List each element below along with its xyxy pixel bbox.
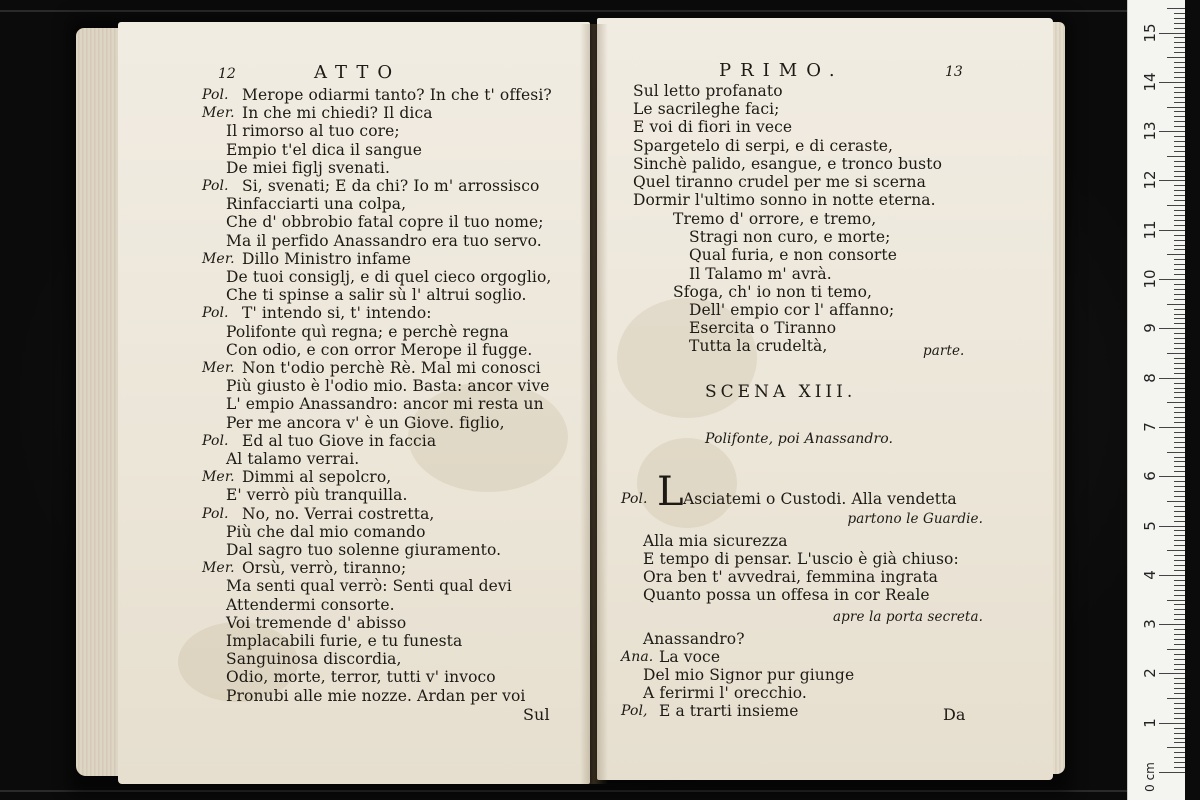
- aria-line: Qual furia, e non consorte: [689, 246, 898, 265]
- verse-line: Quel tiranno crudel per me si scerna: [633, 173, 926, 191]
- ruler-tick: [1174, 97, 1185, 98]
- ruler-number: 12: [1141, 170, 1159, 190]
- speaker-label: Mer.: [202, 560, 235, 577]
- running-head-right: PRIMO.: [719, 60, 844, 81]
- scene-characters: Polifonte, poi Anassandro.: [705, 431, 894, 447]
- verse-line: Polifonte quì regna; e perchè regna: [226, 322, 509, 341]
- ruler-tick: [1174, 176, 1185, 177]
- verse-line: E a trarti insieme: [659, 702, 799, 720]
- ruler-tick: [1159, 575, 1185, 576]
- ruler-tick: [1159, 526, 1185, 527]
- ruler-tick: [1167, 747, 1185, 748]
- ruler-tick: [1159, 180, 1185, 181]
- verse-line: Al talamo verrai.: [226, 450, 360, 468]
- ruler-tick: [1174, 432, 1185, 433]
- verse-line: Che ti spinse a salir sù l' altrui soglio.: [226, 286, 527, 305]
- aria-line: Stragi non curo, e morte;: [689, 228, 891, 247]
- ruler-tick: [1174, 540, 1185, 541]
- ruler-tick: [1159, 131, 1185, 132]
- ruler-tick: [1174, 23, 1185, 24]
- ruler-number: 5: [1141, 520, 1159, 531]
- speaker-label: Pol.: [202, 305, 229, 322]
- ruler-tick: [1174, 590, 1185, 591]
- ruler-tick: [1174, 516, 1185, 517]
- ruler-tick: [1174, 555, 1185, 556]
- verse-line: Anassandro?: [643, 630, 745, 648]
- verse-line: Dormir l'ultimo sonno in notte eterna.: [633, 191, 936, 210]
- ruler-tick: [1174, 171, 1185, 172]
- ruler-tick: [1167, 254, 1185, 255]
- ruler-tick: [1174, 294, 1185, 295]
- ruler-unit-label: 0 cm: [1143, 762, 1157, 792]
- ruler-tick: [1174, 373, 1185, 374]
- verse-line: Sanguinosa discordia,: [226, 650, 402, 669]
- ruler-tick: [1174, 392, 1185, 393]
- aria-line: Sfoga, ch' io non ti temo,: [673, 282, 873, 301]
- ruler-tick: [1174, 274, 1185, 275]
- ruler-tick: [1174, 457, 1185, 458]
- verse-line: Più giusto è l'odio mio. Basta: ancor vive: [226, 377, 550, 396]
- verse-line: Quanto possa un offesa in cor Reale: [643, 586, 930, 604]
- ruler-tick: [1174, 491, 1185, 492]
- speaker-label: Pol.: [202, 505, 229, 522]
- verse-line: L' empio Anassandro: ancor mi resta un: [226, 395, 544, 414]
- ruler-tick: [1159, 230, 1185, 231]
- page-number-right: 13: [945, 64, 963, 80]
- ruler-tick: [1174, 269, 1185, 270]
- ruler-number: 10: [1141, 269, 1159, 289]
- ruler-tick: [1174, 220, 1185, 221]
- ruler-tick: [1174, 185, 1185, 186]
- verse-line: Merope odiarmi tanto? In che t' offesi?: [242, 86, 552, 104]
- ruler-tick: [1174, 363, 1185, 364]
- verse-line: E' verrò più tranquilla.: [226, 486, 408, 505]
- verse-line: Odio, morte, terror, tutti v' invoco: [226, 668, 496, 687]
- verse-line: Ma senti qual verrò: Senti qual devi: [226, 577, 512, 596]
- verse-line: T' intendo si, t' intendo:: [242, 304, 432, 323]
- measurement-ruler: [1127, 0, 1185, 800]
- ruler-tick: [1174, 437, 1185, 438]
- ruler-tick: [1159, 624, 1185, 625]
- verse-line: Dillo Ministro infame: [242, 249, 412, 268]
- ruler-tick: [1174, 521, 1185, 522]
- ruler-tick: [1174, 190, 1185, 191]
- speaker-label: Mer.: [202, 469, 235, 486]
- ruler-tick: [1174, 240, 1185, 241]
- ruler-tick: [1174, 77, 1185, 78]
- ruler-tick: [1167, 304, 1185, 305]
- ruler-tick: [1174, 87, 1185, 88]
- aria-line: Dell' empio cor l' affanno;: [689, 301, 895, 319]
- ruler-tick: [1174, 669, 1185, 670]
- ruler-tick: [1174, 580, 1185, 581]
- speaker-label: Mer.: [202, 105, 235, 122]
- ruler-tick: [1167, 649, 1185, 650]
- ruler-tick: [1167, 205, 1185, 206]
- ruler-tick: [1174, 496, 1185, 497]
- ruler-tick: [1174, 136, 1185, 137]
- foxing-stain: [637, 438, 737, 528]
- verse-line: Voi tremende d' abisso: [226, 613, 407, 632]
- ruler-tick: [1159, 723, 1185, 724]
- verse-line: Che d' obbrobio fatal copre il tuo nome;: [226, 213, 544, 232]
- speaker-label: Pol.: [621, 491, 648, 507]
- ruler-tick: [1174, 215, 1185, 216]
- verse-line: Sul letto profanato: [633, 82, 783, 100]
- verse-line: Rinfacciarti una colpa,: [226, 195, 407, 214]
- ruler-tick: [1174, 639, 1185, 640]
- ruler-tick: [1167, 452, 1185, 453]
- ruler-tick: [1174, 644, 1185, 645]
- ruler-tick: [1174, 693, 1185, 694]
- left-page-edges: [76, 28, 124, 776]
- ruler-number: 3: [1141, 619, 1159, 629]
- ruler-tick: [1174, 570, 1185, 571]
- ruler-tick: [1174, 368, 1185, 369]
- ruler-tick: [1174, 733, 1185, 734]
- ruler-tick: [1174, 259, 1185, 260]
- ruler-tick: [1174, 195, 1185, 196]
- ruler-tick: [1174, 338, 1185, 339]
- background-frame-line-top: [0, 10, 1127, 12]
- ruler-tick: [1174, 762, 1185, 763]
- verse-line: A ferirmi l' orecchio.: [643, 684, 807, 702]
- ruler-tick: [1174, 314, 1185, 315]
- ruler-tick: [1174, 333, 1185, 334]
- ruler-number: 4: [1141, 570, 1159, 580]
- ruler-tick: [1174, 530, 1185, 531]
- verse-line: De miei figlj svenati.: [226, 158, 390, 177]
- verse-line: No, no. Verrai costretta,: [242, 504, 435, 523]
- aria-line: Il Talamo m' avrà.: [689, 264, 832, 283]
- scene-heading: SCENA XIII.: [705, 382, 857, 402]
- ruler-tick: [1174, 166, 1185, 167]
- verse-line: Le sacrileghe faci;: [633, 100, 780, 119]
- running-head-left: ATTO: [314, 62, 402, 83]
- ruler-tick: [1174, 471, 1185, 472]
- ruler-tick: [1167, 353, 1185, 354]
- ruler-tick: [1167, 698, 1185, 699]
- verse-line: Con odio, e con orror Merope il fugge.: [226, 340, 533, 359]
- ruler-tick: [1174, 289, 1185, 290]
- ruler-number: 2: [1141, 668, 1159, 679]
- ruler-tick: [1174, 383, 1185, 384]
- ruler-tick: [1174, 565, 1185, 566]
- ruler-tick: [1174, 654, 1185, 655]
- ruler-tick: [1174, 535, 1185, 536]
- ruler-tick: [1159, 378, 1185, 379]
- verse-line: Empio t'el dica il sangue: [226, 140, 423, 159]
- ruler-tick: [1167, 402, 1185, 403]
- ruler-tick: [1174, 161, 1185, 162]
- verse-line: Dimmi al sepolcro,: [242, 468, 392, 487]
- verse-line: Del mio Signor pur giunge: [643, 666, 855, 684]
- stage-direction: apre la porta secreta.: [833, 609, 983, 625]
- ruler-number: 14: [1141, 72, 1159, 92]
- stage-direction: partono le Guardie.: [847, 511, 983, 527]
- ruler-tick: [1159, 427, 1185, 428]
- ruler-tick: [1167, 57, 1185, 58]
- ruler-number: 6: [1141, 471, 1159, 481]
- ruler-tick: [1174, 752, 1185, 753]
- ruler-tick: [1174, 447, 1185, 448]
- ruler-tick: [1174, 486, 1185, 487]
- ruler-tick: [1167, 156, 1185, 157]
- verse-line: Il rimorso al tuo core;: [226, 122, 400, 141]
- aria-line: Tremo d' orrore, e tremo,: [673, 210, 877, 228]
- ruler-tick: [1174, 728, 1185, 729]
- ruler-number: 1: [1141, 717, 1159, 728]
- ruler-tick: [1159, 279, 1185, 280]
- verse-line: Orsù, verrò, tiranno;: [242, 559, 407, 578]
- ruler-tick: [1174, 388, 1185, 389]
- ruler-tick: [1174, 511, 1185, 512]
- ruler-tick: [1174, 141, 1185, 142]
- ruler-tick: [1174, 767, 1185, 768]
- ruler-tick: [1174, 323, 1185, 324]
- ruler-tick: [1174, 13, 1185, 14]
- ruler-tick: [1174, 678, 1185, 679]
- ruler-tick: [1174, 151, 1185, 152]
- ruler-tick: [1174, 116, 1185, 117]
- ruler-number: 8: [1141, 372, 1159, 383]
- ruler-tick: [1174, 111, 1185, 112]
- ruler-tick: [1174, 417, 1185, 418]
- ruler-tick: [1174, 688, 1185, 689]
- ruler-tick: [1174, 742, 1185, 743]
- ruler-tick: [1174, 506, 1185, 507]
- ruler-tick: [1167, 501, 1185, 502]
- ruler-tick: [1174, 47, 1185, 48]
- verse-line: De tuoi consiglj, e di quel cieco orgoglio,: [226, 268, 552, 286]
- verse-line: Dal sagro tuo solenne giuramento.: [226, 541, 502, 559]
- ruler-tick: [1174, 659, 1185, 660]
- ruler-number: 13: [1141, 121, 1159, 141]
- verse-line: Pronubi alle mie nozze. Ardan per voi: [226, 686, 526, 705]
- ruler-tick: [1159, 673, 1185, 674]
- ruler-tick: [1174, 37, 1185, 38]
- ruler-tick: [1159, 33, 1185, 34]
- ruler-tick: [1174, 442, 1185, 443]
- ruler-tick: [1174, 200, 1185, 201]
- ruler-tick: [1174, 664, 1185, 665]
- ruler-tick: [1174, 604, 1185, 605]
- ruler-tick: [1159, 772, 1185, 773]
- ruler-tick: [1174, 397, 1185, 398]
- verse-line: Implacabili furie, e tu funesta: [226, 632, 463, 650]
- ruler-tick: [1174, 210, 1185, 211]
- ruler-tick: [1174, 284, 1185, 285]
- ruler-tick: [1174, 412, 1185, 413]
- ruler-tick: [1167, 600, 1185, 601]
- speaker-label: Ana.: [621, 649, 654, 665]
- verse-line: E tempo di pensar. L'uscio è già chiuso:: [643, 550, 959, 568]
- ruler-tick: [1174, 461, 1185, 462]
- ruler-tick: [1174, 72, 1185, 73]
- ruler-tick: [1174, 629, 1185, 630]
- verse-line: Ed al tuo Giove in faccia: [242, 431, 437, 450]
- verse-line: E voi di fiori in vece: [633, 118, 793, 137]
- verse-line: Spargetelo di serpi, e di ceraste,: [633, 136, 894, 155]
- verse-line: Ma il perfido Anassandro era tuo servo.: [226, 231, 542, 250]
- exit-direction: parte.: [923, 343, 965, 359]
- ruler-tick: [1159, 82, 1185, 83]
- left-page: [118, 22, 590, 784]
- ruler-tick: [1174, 102, 1185, 103]
- ruler-tick: [1167, 107, 1185, 108]
- drop-capital: L: [657, 469, 684, 515]
- verse-line: Più che dal mio comando: [226, 522, 426, 541]
- ruler-number: 11: [1141, 220, 1159, 240]
- ruler-tick: [1174, 718, 1185, 719]
- ruler-tick: [1174, 545, 1185, 546]
- ruler-tick: [1174, 614, 1185, 615]
- verse-line: Non t'odio perchè Rè. Mal mi conosci: [242, 359, 541, 377]
- verse-line: Per me ancora v' è un Giove. figlio,: [226, 413, 505, 432]
- ruler-tick: [1174, 609, 1185, 610]
- ruler-number: 15: [1141, 22, 1159, 43]
- ruler-tick: [1174, 299, 1185, 300]
- ruler-tick: [1174, 264, 1185, 265]
- ruler-tick: [1174, 683, 1185, 684]
- ruler-tick: [1174, 422, 1185, 423]
- ruler-tick: [1159, 328, 1185, 329]
- book-gutter: [580, 24, 608, 784]
- speaker-label: Mer.: [202, 360, 235, 376]
- ruler-tick: [1174, 92, 1185, 93]
- verse-line: Attendermi consorte.: [226, 595, 395, 614]
- ruler-tick: [1174, 757, 1185, 758]
- aria-line: Esercita o Tiranno: [689, 319, 837, 338]
- ruler-tick: [1174, 62, 1185, 63]
- ruler-tick: [1174, 407, 1185, 408]
- ruler-tick: [1174, 708, 1185, 709]
- ruler-tick: [1174, 585, 1185, 586]
- catchword-right: Da: [943, 705, 966, 724]
- verse-line: In che mi chiedi? Il dica: [242, 104, 433, 123]
- speaker-label: Pol.: [202, 432, 229, 449]
- ruler-tick: [1174, 235, 1185, 236]
- verse-line: Asciatemi o Custodi. Alla vendetta: [683, 490, 957, 508]
- ruler-tick: [1174, 358, 1185, 359]
- page-number-left: 12: [218, 66, 236, 82]
- ruler-tick: [1174, 560, 1185, 561]
- ruler-tick: [1174, 318, 1185, 319]
- speaker-label: Pol,: [621, 703, 648, 719]
- verse-line: Alla mia sicurezza: [643, 532, 788, 550]
- verse-line: Sinchè palido, esangue, e tronco busto: [633, 154, 943, 173]
- ruler-tick: [1174, 309, 1185, 310]
- ruler-tick: [1174, 121, 1185, 122]
- ruler-tick: [1174, 28, 1185, 29]
- ruler-tick: [1174, 466, 1185, 467]
- verse-line: Ora ben t' avvedrai, femmina ingrata: [643, 568, 939, 586]
- ruler-tick: [1174, 619, 1185, 620]
- ruler-tick: [1174, 713, 1185, 714]
- verse-line: Si, svenati; E da chi? Io m' arrossisco: [242, 177, 540, 195]
- aria-line: Tutta la crudeltà,: [689, 337, 828, 356]
- ruler-number: 7: [1141, 422, 1159, 432]
- verse-line: La voce: [659, 648, 721, 666]
- ruler-tick: [1174, 52, 1185, 53]
- right-page: [597, 18, 1053, 780]
- speaker-label: Pol.: [202, 178, 229, 194]
- ruler-tick: [1174, 738, 1185, 739]
- catchword-left: Sul: [523, 705, 550, 724]
- ruler-tick: [1174, 18, 1185, 19]
- ruler-tick: [1159, 476, 1185, 477]
- ruler-tick: [1174, 348, 1185, 349]
- ruler-tick: [1174, 481, 1185, 482]
- ruler-tick: [1174, 634, 1185, 635]
- ruler-tick: [1174, 343, 1185, 344]
- ruler-number: 9: [1141, 323, 1159, 334]
- speaker-label: Mer.: [202, 250, 235, 267]
- ruler-tick: [1174, 249, 1185, 250]
- ruler-tick: [1174, 595, 1185, 596]
- ruler-tick: [1174, 146, 1185, 147]
- ruler-tick: [1174, 703, 1185, 704]
- ruler-tick: [1167, 550, 1185, 551]
- speaker-label: Pol.: [202, 87, 229, 103]
- ruler-tick: [1174, 42, 1185, 43]
- ruler-tick: [1174, 245, 1185, 246]
- ruler-tick: [1174, 67, 1185, 68]
- ruler-tick: [1174, 126, 1185, 127]
- ruler-tick: [1167, 8, 1185, 9]
- ruler-tick: [1174, 225, 1185, 226]
